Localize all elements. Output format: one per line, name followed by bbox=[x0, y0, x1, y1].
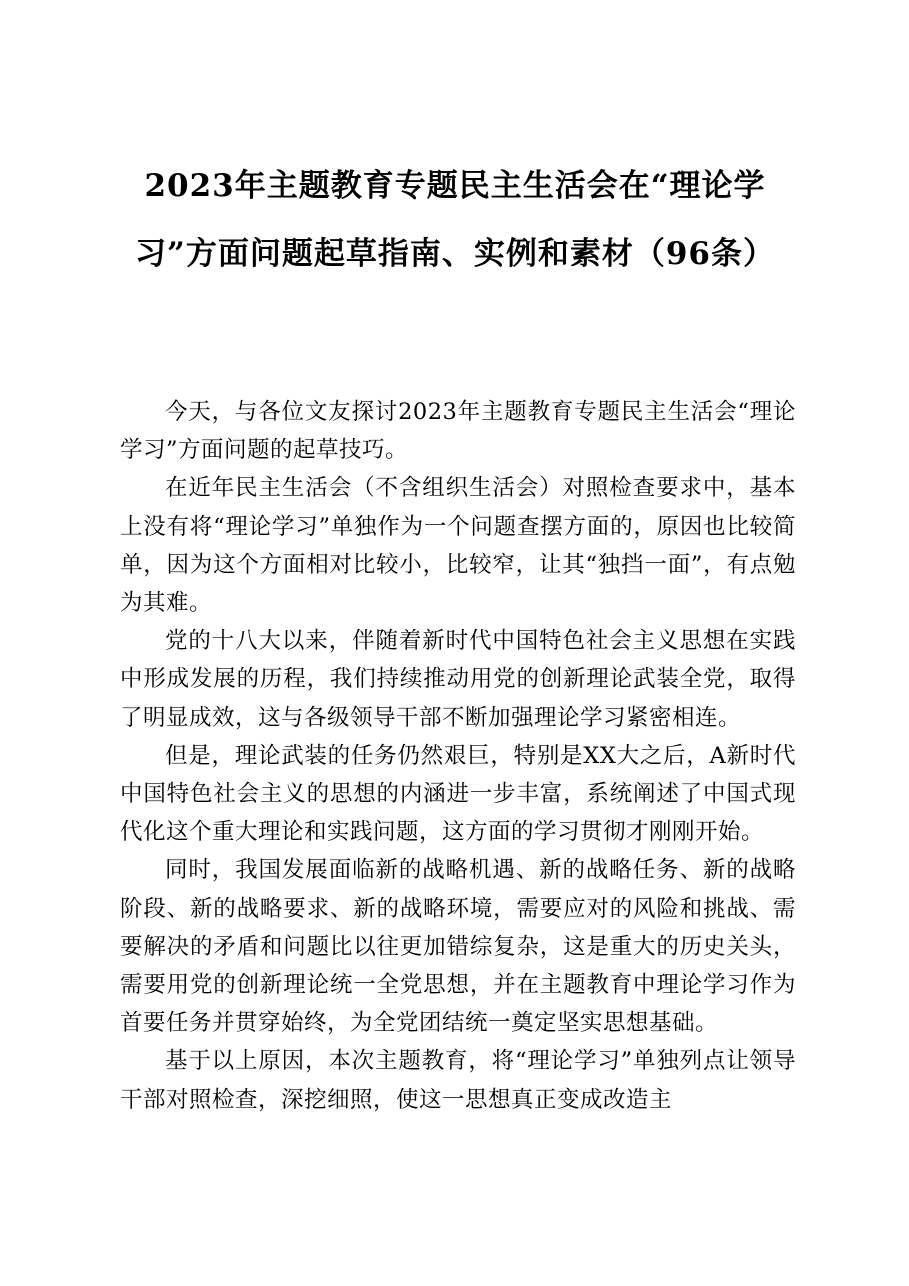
body-paragraph: 在近年民主生活会（不含组织生活会）对照检查要求中，基本上没有将“理论学习”单独作为一个问题查摆方面的，原因也比较简单，因为这个方面相对比较小，比较窄，让其“独挡一面”，有点勉为其难。 bbox=[120, 475, 796, 617]
body-paragraph: 同时，我国发展面临新的战略机遇、新的战略任务、新的战略阶段、新的战略要求、新的战略环境，需要应对的风险和挑战、需要解决的矛盾和问题比以往更加错综复杂，这是重大的历史关头，需要用党的创新理论统一全党思想，并在主题教育中理论学习作为首要任务并贯穿始终，为全党团结统一奠定坚实思想基础。 bbox=[120, 857, 796, 1037]
body-paragraph: 但是，理论武装的任务仍然艰巨，特别是XX大之后，A新时代中国特色社会主义的思想的内涵进一步丰富，系统阐述了中国式现代化这个重大理论和实践问题，这方面的学习贯彻才刚刚开始。 bbox=[120, 742, 796, 846]
document-body bbox=[120, 393, 796, 1119]
body-paragraph: 基于以上原因，本次主题教育，将“理论学习”单独列点让领导干部对照检查，深挖细照，使这一思想真正变成改造主 bbox=[120, 1048, 796, 1113]
document-title: 2023年主题教育专题民主生活会在“理论学习”方面问题起草指南、实例和素材（96条） bbox=[135, 168, 775, 272]
body-paragraph: 党的十八大以来，伴随着新时代中国特色社会主义思想在实践中形成发展的历程，我们持续推动用党的创新理论武装全党，取得了明显成效，这与各级领导干部不断加强理论学习紧密相连。 bbox=[120, 628, 796, 731]
body-paragraph: 今天，与各位文友探讨2023年主题教育专题民主生活会“理论学习”方面问题的起草技巧。 bbox=[120, 399, 796, 464]
